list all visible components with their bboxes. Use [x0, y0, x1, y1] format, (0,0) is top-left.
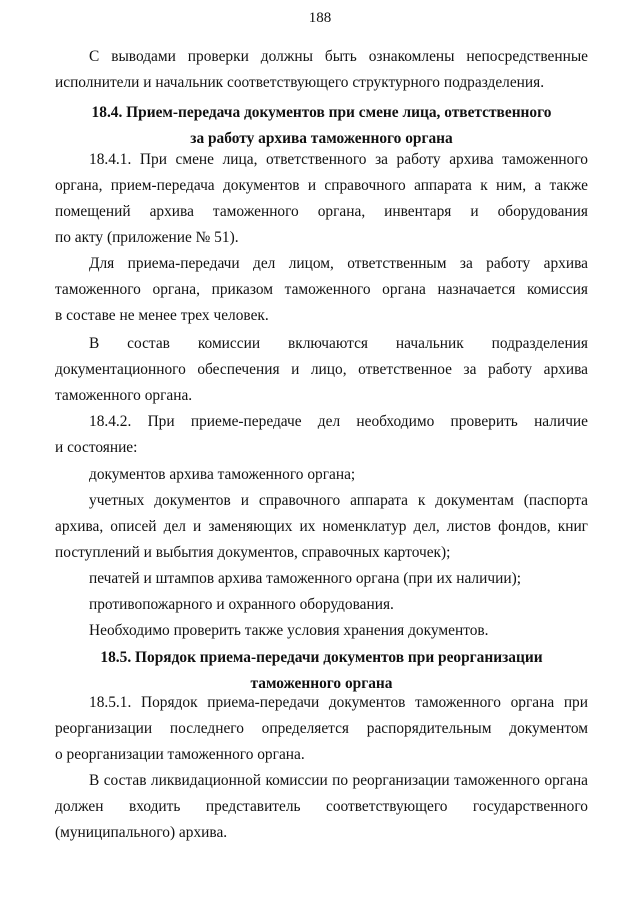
- paragraph-storage-conditions: [55, 618, 588, 644]
- paragraph-commission-members: [55, 331, 588, 409]
- paragraph-18-4-2: [55, 409, 588, 461]
- text-line: (муниципального) архива.: [55, 824, 228, 841]
- text-line: архива, описей дел и заменяющих их номенклатур дел, листов фондов, книг: [55, 518, 588, 535]
- text-line: по акту (приложение № 51).: [55, 229, 239, 246]
- heading-line: 18.4. Прием-передача документов при смене лица, ответственного: [91, 104, 552, 121]
- text-line: таможенного органа.: [55, 387, 193, 404]
- paragraph-commission-appointment: [55, 251, 588, 329]
- text-line: реорганизации последнего определяется распорядительным документом: [55, 720, 588, 737]
- paragraph-18-5-1: [55, 690, 588, 768]
- text-line: В состав комиссии включаются начальник подразделения: [89, 335, 588, 352]
- text-line: исполнители и начальник соответствующего структурного подразделения.: [55, 74, 545, 91]
- paragraph-18-4-1: [55, 147, 588, 251]
- text-line: о реорганизации таможенного органа.: [55, 746, 305, 763]
- text-line: Для приема-передачи дел лицом, ответственным за работу архива: [89, 255, 588, 272]
- text-line: печатей и штампов архива таможенного органа (при их наличии);: [89, 570, 521, 587]
- list-item: [55, 462, 588, 488]
- text-line: противопожарного и охранного оборудования.: [89, 596, 394, 613]
- paragraph-review-results: [55, 44, 588, 96]
- text-line: 18.5.1. Порядок приема-передачи документов таможенного органа при: [89, 694, 588, 711]
- text-line: поступлений и выбытия документов, справочных карточек);: [55, 544, 451, 561]
- text-line: в составе не менее трех человек.: [55, 307, 269, 324]
- paragraph-liquidation-commission: [55, 768, 588, 846]
- text-line: документационного обеспечения и лицо, ответственное за работу архива: [55, 361, 588, 378]
- text-line: таможенного органа, приказом таможенного органа назначается комиссия: [55, 281, 588, 298]
- section-heading-18-4: [55, 100, 588, 152]
- list-item: [55, 566, 588, 592]
- text-line: В состав ликвидационной комиссии по реорганизации таможенного органа: [89, 772, 588, 789]
- text-line: Необходимо проверить также условия хранения документов.: [89, 622, 489, 639]
- text-line: и состояние:: [55, 439, 138, 456]
- text-line: 18.4.2. При приеме-передаче дел необходимо проверить наличие: [89, 413, 588, 430]
- list-item: [55, 488, 588, 566]
- text-line: органа, прием-передача документов и справочного аппарата к ним, а также: [55, 177, 588, 194]
- text-line: учетных документов и справочного аппарата к документам (паспорта: [89, 492, 588, 509]
- text-line: должен входить представитель соответствующего государственного: [55, 798, 588, 815]
- text-line: 18.4.1. При смене лица, ответственного за работу архива таможенного: [89, 151, 588, 168]
- heading-line: таможенного органа: [250, 675, 393, 692]
- heading-line: 18.5. Порядок приема-передачи документов при реорганизации: [100, 649, 543, 666]
- text-line: помещений архива таможенного органа, инвентаря и оборудования: [55, 203, 588, 220]
- text-line: документов архива таможенного органа;: [89, 466, 356, 483]
- heading-line: за работу архива таможенного органа: [190, 130, 453, 147]
- page-number: 188: [308, 10, 332, 26]
- list-item: [55, 592, 588, 618]
- text-line: С выводами проверки должны быть ознакомлены непосредственные: [89, 48, 588, 65]
